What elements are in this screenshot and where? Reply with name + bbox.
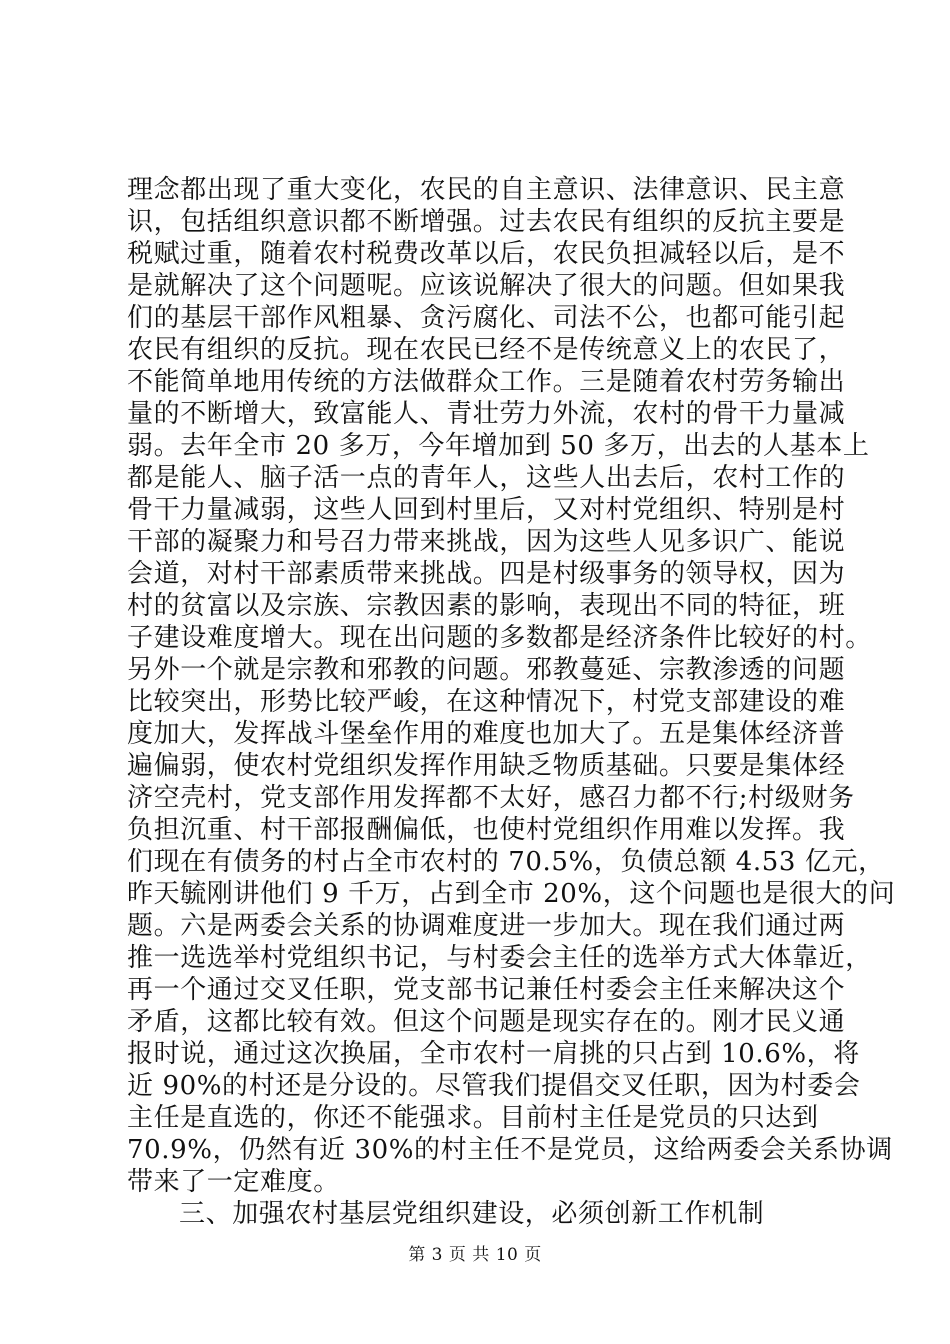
text-line: 量的不断增大，致富能人、青壮劳力外流，农村的骨干力量减 — [127, 399, 846, 429]
text-line: 负担沉重、村干部报酬偏低，也使村党组织作用难以发挥。我 — [127, 815, 846, 845]
body-text — [127, 174, 896, 1230]
section-heading: 三、加强农村基层党组织建设，必须创新工作机制 — [179, 1199, 765, 1229]
text-line: 们现在有债务的村占全市农村的 70.5%，负债总额 4.53 亿元， — [127, 847, 885, 877]
text-line: 遍偏弱，使农村党组织发挥作用缺乏物质基础。只要是集体经 — [127, 751, 846, 781]
text-line: 不能简单地用传统的方法做群众工作。三是随着农村劳务输出 — [127, 367, 846, 397]
text-line: 70.9%，仍然有近 30%的村主任不是党员，这给两委会关系协调 — [127, 1135, 893, 1165]
text-line: 干部的凝聚力和号召力带来挑战，因为这些人见多识广、能说 — [127, 527, 846, 557]
text-line: 都是能人、脑子活一点的青年人，这些人出去后，农村工作的 — [127, 463, 846, 493]
text-line: 推一选选举村党组织书记，与村委会主任的选举方式大体靠近， — [127, 943, 872, 973]
text-line: 济空壳村，党支部作用发挥都不太好，感召力都不行;村级财务 — [127, 783, 855, 813]
text-line: 理念都出现了重大变化，农民的自主意识、法律意识、民主意 — [127, 175, 846, 205]
text-line: 题。六是两委会关系的协调难度进一步加大。现在我们通过两 — [127, 911, 846, 941]
text-line: 昨天毓刚讲他们 9 千万，占到全市 20%，这个问题也是很大的问 — [127, 879, 896, 909]
page-footer: 第 3 页 共 10 页 — [408, 1245, 542, 1265]
text-line: 税赋过重，随着农村税费改革以后，农民负担减轻以后，是不 — [127, 239, 846, 269]
text-line: 带来了一定难度。 — [127, 1167, 340, 1197]
text-line: 识，包括组织意识都不断增强。过去农民有组织的反抗主要是 — [127, 207, 846, 237]
text-line: 主任是直选的，你还不能强求。目前村主任是党员的只达到 — [127, 1103, 819, 1133]
text-line: 农民有组织的反抗。现在农民已经不是传统意义上的农民了， — [127, 335, 846, 365]
text-line: 子建设难度增大。现在出问题的多数都是经济条件比较好的村。 — [127, 623, 872, 653]
text-line: 矛盾，这都比较有效。但这个问题是现实存在的。刚才民义通 — [127, 1007, 846, 1037]
text-line: 近 90%的村还是分设的。尽管我们提倡交叉任职，因为村委会 — [127, 1071, 861, 1101]
text-line: 再一个通过交叉任职，党支部书记兼任村委会主任来解决这个 — [127, 975, 846, 1005]
text-line: 骨干力量减弱，这些人回到村里后，又对村党组织、特别是村 — [127, 495, 846, 525]
text-line: 度加大，发挥战斗堡垒作用的难度也加大了。五是集体经济普 — [127, 719, 846, 749]
text-line: 报时说，通过这次换届，全市农村一肩挑的只占到 10.6%，将 — [127, 1039, 860, 1069]
text-line: 村的贫富以及宗族、宗教因素的影响，表现出不同的特征，班 — [127, 591, 846, 621]
text-line: 是就解决了这个问题呢。应该说解决了很大的问题。但如果我 — [127, 271, 846, 301]
text-line: 另外一个就是宗教和邪教的问题。邪教蔓延、宗教渗透的问题 — [127, 655, 846, 685]
text-line: 弱。去年全市 20 多万，今年增加到 50 多万，出去的人基本上 — [127, 431, 870, 461]
text-line: 比较突出，形势比较严峻，在这种情况下，村党支部建设的难 — [127, 687, 846, 717]
text-line: 会道，对村干部素质带来挑战。四是村级事务的领导权，因为 — [127, 559, 846, 589]
text-line: 们的基层干部作风粗暴、贪污腐化、司法不公，也都可能引起 — [127, 303, 846, 333]
